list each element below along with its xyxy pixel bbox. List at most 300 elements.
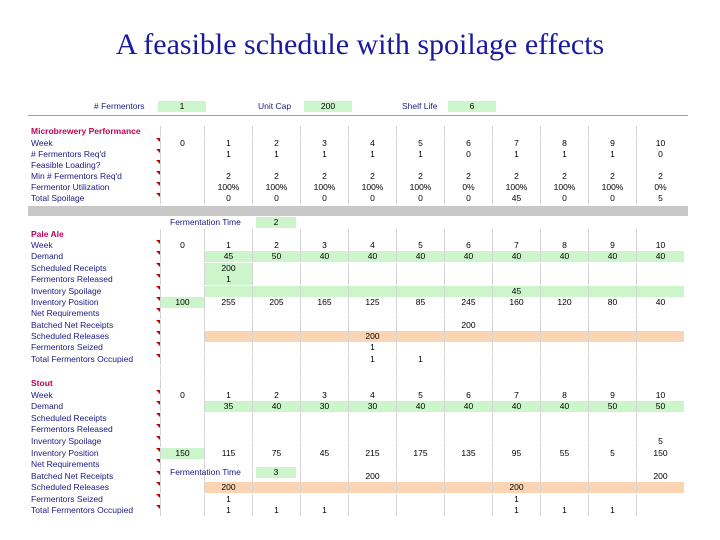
table-cell[interactable]: 7	[492, 390, 540, 401]
table-cell[interactable]	[300, 482, 348, 493]
table-cell[interactable]: 1	[492, 505, 540, 516]
table-cell[interactable]: 1	[204, 274, 252, 285]
table-cell[interactable]	[396, 342, 444, 353]
table-cell[interactable]	[588, 471, 636, 482]
table-cell[interactable]: 0%	[444, 182, 492, 193]
table-cell[interactable]: 200	[204, 482, 252, 493]
table-cell[interactable]	[444, 378, 492, 389]
table-cell[interactable]	[160, 342, 204, 353]
table-cell[interactable]: 1	[252, 505, 300, 516]
table-cell[interactable]	[636, 482, 684, 493]
table-cell[interactable]: 40	[540, 401, 588, 412]
table-cell[interactable]	[252, 482, 300, 493]
table-cell[interactable]: 1	[492, 494, 540, 505]
table-cell[interactable]: 2	[204, 171, 252, 182]
table-cell[interactable]	[204, 354, 252, 365]
table-cell[interactable]: 5	[396, 138, 444, 149]
table-cell[interactable]	[348, 505, 396, 516]
table-cell[interactable]	[636, 263, 684, 274]
table-cell[interactable]	[636, 378, 684, 389]
table-cell[interactable]	[300, 459, 348, 470]
table-cell[interactable]	[160, 149, 204, 160]
table-cell[interactable]: 100%	[492, 182, 540, 193]
table-cell[interactable]: 10	[636, 240, 684, 251]
table-cell[interactable]	[252, 342, 300, 353]
table-cell[interactable]	[444, 471, 492, 482]
table-cell[interactable]	[160, 308, 204, 319]
table-cell[interactable]: 7	[492, 240, 540, 251]
table-cell[interactable]	[396, 229, 444, 240]
shelflife-value[interactable]: 6	[448, 101, 496, 112]
table-cell[interactable]: 40	[492, 401, 540, 412]
table-cell[interactable]	[444, 126, 492, 137]
table-cell[interactable]: 0	[540, 193, 588, 204]
table-cell[interactable]: 0	[348, 193, 396, 204]
table-cell[interactable]	[396, 494, 444, 505]
table-cell[interactable]	[252, 424, 300, 435]
table-cell[interactable]	[588, 482, 636, 493]
table-cell[interactable]	[348, 424, 396, 435]
table-cell[interactable]: 40	[396, 251, 444, 262]
table-cell[interactable]: 0%	[636, 182, 684, 193]
table-cell[interactable]	[300, 424, 348, 435]
table-cell[interactable]: 1	[348, 354, 396, 365]
table-cell[interactable]: 100%	[348, 182, 396, 193]
table-cell[interactable]: 50	[588, 401, 636, 412]
table-cell[interactable]	[588, 436, 636, 447]
table-cell[interactable]	[300, 331, 348, 342]
table-cell[interactable]: 200	[492, 482, 540, 493]
table-cell[interactable]: 10	[636, 138, 684, 149]
table-cell[interactable]	[636, 320, 684, 331]
table-cell[interactable]: 7	[492, 138, 540, 149]
table-cell[interactable]	[396, 286, 444, 297]
table-cell[interactable]	[252, 366, 300, 377]
table-cell[interactable]	[636, 331, 684, 342]
table-cell[interactable]	[300, 378, 348, 389]
table-cell[interactable]: 85	[396, 297, 444, 308]
table-cell[interactable]	[444, 424, 492, 435]
table-cell[interactable]	[444, 354, 492, 365]
table-cell[interactable]	[300, 286, 348, 297]
table-cell[interactable]	[252, 494, 300, 505]
table-cell[interactable]	[540, 424, 588, 435]
table-cell[interactable]	[204, 160, 252, 171]
table-cell[interactable]: 2	[492, 171, 540, 182]
table-cell[interactable]: 0	[160, 240, 204, 251]
table-cell[interactable]	[348, 126, 396, 137]
table-cell[interactable]	[300, 160, 348, 171]
table-cell[interactable]	[160, 378, 204, 389]
table-cell[interactable]	[160, 160, 204, 171]
table-cell[interactable]: 80	[588, 297, 636, 308]
table-cell[interactable]: 2	[540, 171, 588, 182]
table-cell[interactable]: 1	[204, 390, 252, 401]
table-cell[interactable]	[204, 320, 252, 331]
table-cell[interactable]: 45	[204, 251, 252, 262]
table-cell[interactable]	[160, 251, 204, 262]
table-cell[interactable]	[300, 308, 348, 319]
table-cell[interactable]	[300, 229, 348, 240]
table-cell[interactable]: 30	[348, 401, 396, 412]
table-cell[interactable]	[204, 436, 252, 447]
table-cell[interactable]	[204, 378, 252, 389]
table-cell[interactable]	[636, 229, 684, 240]
table-cell[interactable]	[492, 354, 540, 365]
table-cell[interactable]	[348, 229, 396, 240]
table-cell[interactable]	[396, 436, 444, 447]
table-cell[interactable]	[396, 263, 444, 274]
table-cell[interactable]	[160, 436, 204, 447]
table-cell[interactable]	[204, 126, 252, 137]
table-cell[interactable]: 115	[204, 448, 252, 459]
table-cell[interactable]	[492, 274, 540, 285]
table-cell[interactable]	[252, 331, 300, 342]
table-cell[interactable]	[492, 160, 540, 171]
table-cell[interactable]	[160, 182, 204, 193]
table-cell[interactable]	[160, 401, 204, 412]
table-cell[interactable]	[160, 354, 204, 365]
table-cell[interactable]: 3	[300, 390, 348, 401]
table-cell[interactable]	[204, 229, 252, 240]
table-cell[interactable]: 40	[540, 251, 588, 262]
table-cell[interactable]	[444, 342, 492, 353]
table-cell[interactable]: 1	[300, 149, 348, 160]
table-cell[interactable]: 150	[160, 448, 204, 459]
table-cell[interactable]: 10	[636, 390, 684, 401]
table-cell[interactable]	[204, 308, 252, 319]
table-cell[interactable]: 100%	[540, 182, 588, 193]
table-cell[interactable]: 200	[204, 263, 252, 274]
table-cell[interactable]	[588, 308, 636, 319]
table-cell[interactable]	[252, 229, 300, 240]
table-cell[interactable]: 8	[540, 390, 588, 401]
table-cell[interactable]: 255	[204, 297, 252, 308]
table-cell[interactable]	[252, 354, 300, 365]
table-cell[interactable]	[204, 366, 252, 377]
table-cell[interactable]	[252, 320, 300, 331]
table-cell[interactable]: 40	[492, 251, 540, 262]
table-cell[interactable]	[348, 494, 396, 505]
table-cell[interactable]: 125	[348, 297, 396, 308]
table-cell[interactable]	[540, 378, 588, 389]
table-cell[interactable]	[636, 505, 684, 516]
table-cell[interactable]	[300, 436, 348, 447]
table-cell[interactable]: 1	[252, 149, 300, 160]
table-cell[interactable]: 0	[636, 149, 684, 160]
table-cell[interactable]: 45	[492, 286, 540, 297]
table-cell[interactable]	[396, 366, 444, 377]
table-cell[interactable]	[444, 229, 492, 240]
table-cell[interactable]	[444, 459, 492, 470]
unitcap-value[interactable]: 200	[304, 101, 352, 112]
table-cell[interactable]	[540, 263, 588, 274]
table-cell[interactable]	[300, 354, 348, 365]
table-cell[interactable]: 160	[492, 297, 540, 308]
table-cell[interactable]	[300, 413, 348, 424]
table-cell[interactable]: 245	[444, 297, 492, 308]
table-cell[interactable]	[396, 308, 444, 319]
table-cell[interactable]	[300, 494, 348, 505]
table-cell[interactable]	[396, 378, 444, 389]
table-cell[interactable]: 200	[444, 320, 492, 331]
table-cell[interactable]: 2	[252, 138, 300, 149]
table-cell[interactable]	[636, 342, 684, 353]
table-cell[interactable]	[588, 126, 636, 137]
table-cell[interactable]: 5	[636, 436, 684, 447]
table-cell[interactable]	[160, 482, 204, 493]
table-cell[interactable]	[444, 308, 492, 319]
table-cell[interactable]: 100%	[396, 182, 444, 193]
table-cell[interactable]	[540, 494, 588, 505]
table-cell[interactable]: 215	[348, 448, 396, 459]
table-cell[interactable]: 6	[444, 240, 492, 251]
table-cell[interactable]: 205	[252, 297, 300, 308]
table-cell[interactable]: 1	[588, 505, 636, 516]
table-cell[interactable]: 0	[252, 193, 300, 204]
table-cell[interactable]: 2	[444, 171, 492, 182]
table-cell[interactable]	[444, 160, 492, 171]
table-cell[interactable]: 5	[588, 448, 636, 459]
table-cell[interactable]	[492, 126, 540, 137]
table-cell[interactable]: 8	[540, 138, 588, 149]
table-cell[interactable]: 100%	[300, 182, 348, 193]
table-cell[interactable]: 40	[588, 251, 636, 262]
table-cell[interactable]	[540, 160, 588, 171]
table-cell[interactable]	[540, 366, 588, 377]
table-cell[interactable]	[588, 413, 636, 424]
table-cell[interactable]	[444, 436, 492, 447]
table-cell[interactable]	[636, 308, 684, 319]
table-cell[interactable]	[540, 436, 588, 447]
table-cell[interactable]: 1	[204, 494, 252, 505]
table-cell[interactable]: 50	[636, 401, 684, 412]
table-cell[interactable]: 40	[252, 401, 300, 412]
table-cell[interactable]: 4	[348, 138, 396, 149]
table-cell[interactable]: 95	[492, 448, 540, 459]
table-cell[interactable]	[540, 342, 588, 353]
table-cell[interactable]: 0	[444, 149, 492, 160]
table-cell[interactable]	[636, 354, 684, 365]
table-cell[interactable]	[444, 263, 492, 274]
table-cell[interactable]	[348, 482, 396, 493]
table-cell[interactable]: 55	[540, 448, 588, 459]
table-cell[interactable]	[396, 331, 444, 342]
table-cell[interactable]	[444, 494, 492, 505]
table-cell[interactable]	[252, 378, 300, 389]
table-cell[interactable]: 1	[396, 149, 444, 160]
table-cell[interactable]	[300, 342, 348, 353]
table-cell[interactable]: 9	[588, 390, 636, 401]
table-cell[interactable]	[204, 286, 252, 297]
table-cell[interactable]	[396, 413, 444, 424]
table-cell[interactable]: 0	[444, 193, 492, 204]
table-cell[interactable]	[348, 308, 396, 319]
table-cell[interactable]: 0	[588, 193, 636, 204]
table-cell[interactable]	[160, 424, 204, 435]
table-cell[interactable]: 40	[348, 251, 396, 262]
table-cell[interactable]	[300, 471, 348, 482]
table-cell[interactable]	[396, 320, 444, 331]
table-cell[interactable]: 40	[444, 401, 492, 412]
table-cell[interactable]	[252, 286, 300, 297]
table-cell[interactable]	[396, 471, 444, 482]
table-cell[interactable]: 5	[396, 240, 444, 251]
table-cell[interactable]	[540, 354, 588, 365]
table-cell[interactable]	[492, 229, 540, 240]
table-cell[interactable]	[588, 354, 636, 365]
table-cell[interactable]: 40	[636, 297, 684, 308]
table-cell[interactable]: 75	[252, 448, 300, 459]
table-cell[interactable]	[588, 366, 636, 377]
table-cell[interactable]	[588, 378, 636, 389]
table-cell[interactable]	[540, 471, 588, 482]
table-cell[interactable]	[588, 160, 636, 171]
table-cell[interactable]	[588, 274, 636, 285]
table-cell[interactable]: 2	[636, 171, 684, 182]
table-cell[interactable]	[160, 263, 204, 274]
table-cell[interactable]: 1	[204, 240, 252, 251]
fermentation-time-value[interactable]: 2	[256, 217, 296, 228]
table-cell[interactable]	[160, 286, 204, 297]
table-cell[interactable]	[252, 274, 300, 285]
table-cell[interactable]	[588, 424, 636, 435]
table-cell[interactable]	[444, 505, 492, 516]
table-cell[interactable]: 9	[588, 138, 636, 149]
table-cell[interactable]: 100	[160, 297, 204, 308]
table-cell[interactable]	[492, 342, 540, 353]
table-cell[interactable]	[300, 320, 348, 331]
table-cell[interactable]	[492, 413, 540, 424]
table-cell[interactable]	[252, 413, 300, 424]
table-cell[interactable]: 2	[300, 171, 348, 182]
table-cell[interactable]: 200	[348, 331, 396, 342]
table-cell[interactable]	[636, 459, 684, 470]
table-cell[interactable]: 1	[588, 149, 636, 160]
table-cell[interactable]	[396, 505, 444, 516]
table-cell[interactable]	[348, 160, 396, 171]
table-cell[interactable]: 1	[204, 138, 252, 149]
table-cell[interactable]	[540, 331, 588, 342]
table-cell[interactable]	[160, 171, 204, 182]
table-cell[interactable]: 0	[160, 390, 204, 401]
table-cell[interactable]: 135	[444, 448, 492, 459]
table-cell[interactable]	[540, 320, 588, 331]
table-cell[interactable]: 100%	[252, 182, 300, 193]
table-cell[interactable]	[348, 413, 396, 424]
table-cell[interactable]	[588, 331, 636, 342]
table-cell[interactable]: 120	[540, 297, 588, 308]
table-cell[interactable]	[540, 274, 588, 285]
table-cell[interactable]	[636, 274, 684, 285]
table-cell[interactable]: 1	[492, 149, 540, 160]
table-cell[interactable]	[252, 126, 300, 137]
table-cell[interactable]	[348, 378, 396, 389]
table-cell[interactable]: 40	[300, 251, 348, 262]
table-cell[interactable]: 2	[252, 240, 300, 251]
table-cell[interactable]: 40	[444, 251, 492, 262]
table-cell[interactable]: 2	[396, 171, 444, 182]
table-cell[interactable]: 6	[444, 138, 492, 149]
table-cell[interactable]	[204, 424, 252, 435]
table-cell[interactable]: 1	[300, 505, 348, 516]
table-cell[interactable]	[492, 459, 540, 470]
fermentation-time-value[interactable]: 3	[256, 467, 296, 478]
table-cell[interactable]	[348, 263, 396, 274]
table-cell[interactable]	[396, 459, 444, 470]
table-cell[interactable]	[492, 471, 540, 482]
table-cell[interactable]	[160, 331, 204, 342]
table-cell[interactable]	[348, 366, 396, 377]
table-cell[interactable]	[492, 378, 540, 389]
table-cell[interactable]: 100%	[204, 182, 252, 193]
table-cell[interactable]	[204, 413, 252, 424]
table-cell[interactable]: 8	[540, 240, 588, 251]
table-cell[interactable]	[636, 413, 684, 424]
table-cell[interactable]: 3	[300, 138, 348, 149]
table-cell[interactable]	[492, 308, 540, 319]
table-cell[interactable]	[540, 482, 588, 493]
table-cell[interactable]	[636, 494, 684, 505]
table-cell[interactable]	[348, 436, 396, 447]
table-cell[interactable]: 1	[348, 342, 396, 353]
table-cell[interactable]: 6	[444, 390, 492, 401]
table-cell[interactable]	[300, 263, 348, 274]
table-cell[interactable]	[540, 308, 588, 319]
table-cell[interactable]: 45	[300, 448, 348, 459]
table-cell[interactable]: 35	[204, 401, 252, 412]
table-cell[interactable]	[636, 126, 684, 137]
table-cell[interactable]	[348, 274, 396, 285]
table-cell[interactable]	[492, 424, 540, 435]
table-cell[interactable]: 50	[252, 251, 300, 262]
table-cell[interactable]: 5	[636, 193, 684, 204]
table-cell[interactable]	[396, 274, 444, 285]
table-cell[interactable]	[588, 459, 636, 470]
table-cell[interactable]	[252, 436, 300, 447]
table-cell[interactable]	[444, 331, 492, 342]
table-cell[interactable]	[160, 366, 204, 377]
table-cell[interactable]: 2	[588, 171, 636, 182]
fermentors-value[interactable]: 1	[158, 101, 206, 112]
table-cell[interactable]	[588, 494, 636, 505]
table-cell[interactable]: 150	[636, 448, 684, 459]
table-cell[interactable]: 0	[204, 193, 252, 204]
table-cell[interactable]: 100%	[588, 182, 636, 193]
table-cell[interactable]	[492, 366, 540, 377]
table-cell[interactable]	[396, 424, 444, 435]
table-cell[interactable]	[252, 308, 300, 319]
table-cell[interactable]: 30	[300, 401, 348, 412]
table-cell[interactable]	[492, 436, 540, 447]
table-cell[interactable]	[444, 366, 492, 377]
table-cell[interactable]: 1	[204, 149, 252, 160]
table-cell[interactable]: 200	[348, 471, 396, 482]
table-cell[interactable]	[636, 366, 684, 377]
table-cell[interactable]: 2	[252, 390, 300, 401]
table-cell[interactable]	[252, 263, 300, 274]
table-cell[interactable]	[300, 126, 348, 137]
table-cell[interactable]	[540, 229, 588, 240]
table-cell[interactable]: 1	[540, 505, 588, 516]
table-cell[interactable]	[444, 413, 492, 424]
table-cell[interactable]	[300, 366, 348, 377]
table-cell[interactable]	[396, 482, 444, 493]
table-cell[interactable]	[204, 331, 252, 342]
table-cell[interactable]	[588, 229, 636, 240]
table-cell[interactable]	[396, 160, 444, 171]
table-cell[interactable]: 1	[204, 505, 252, 516]
